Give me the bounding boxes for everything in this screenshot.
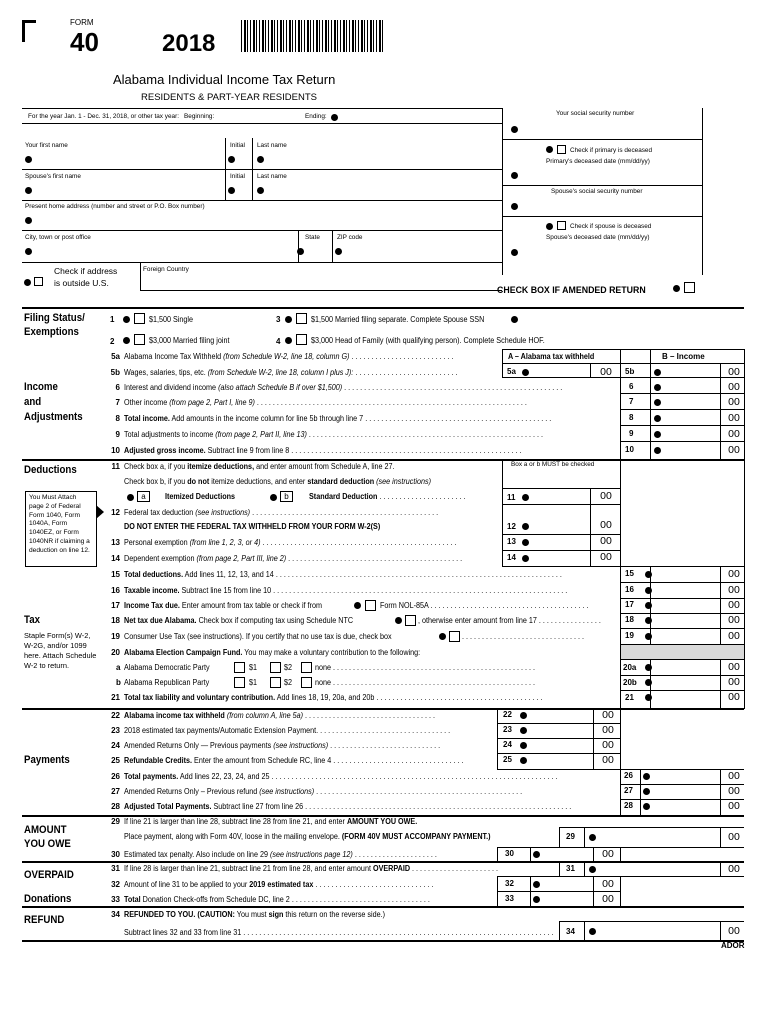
deductions-heading: Deductions [24, 464, 77, 476]
col-23-cents: 00 [602, 724, 614, 736]
column-b-header: B – Income [662, 352, 705, 361]
line-13-num: 13 [111, 538, 120, 547]
col-25-cents: 00 [602, 754, 614, 766]
line-31-cents: 00 [728, 863, 740, 875]
line-19-leader: . . . . . . . . . . . . . . . . . . . . . . . . . . . . . . . [462, 632, 585, 641]
col-30-field[interactable] [533, 851, 540, 858]
line-11-box-note: Box a or b MUST be checked [511, 461, 595, 468]
line-16-label: Taxable income. Subtract line 15 from line 10 . . . . . . . . . . . . . . . . . . . . . . . . . . . . . . . . . . . . . . . . . . . . . . . . . . . . . . . . . . . . . . . . . . . . . . . . . . [124, 586, 568, 595]
dem-2-checkbox[interactable] [270, 662, 281, 673]
dem-2-label: $2 [284, 663, 293, 672]
initial-label: Initial [230, 142, 245, 149]
line-20-num: 20 [111, 648, 120, 657]
col-b-27-field[interactable] [643, 788, 650, 795]
line-17-num: 17 [111, 601, 120, 610]
ntc-dot [395, 617, 402, 624]
col-b-20b-field[interactable] [645, 679, 652, 686]
line-21-num: 21 [111, 693, 120, 702]
col-b-8-cents: 00 [728, 412, 740, 424]
zip-label: ZIP code [337, 234, 363, 241]
col-b-20a-cents: 00 [728, 661, 740, 673]
deceased-primary-checkbox[interactable] [557, 145, 566, 154]
col-b-8-field[interactable] [654, 415, 661, 422]
col-b-20a-num: 20a [623, 663, 637, 672]
filing-opt2-checkbox[interactable] [134, 334, 145, 345]
spouse-ssn-label: Spouse's social security number [551, 188, 643, 195]
line-31-label: If line 28 is larger than line 21, subtract line 21 from line 28, and enter amount OVERPAID . . . . . . . . . . . . . . . . . . . . . . [124, 864, 499, 873]
line-33-label: Total Donation Check-offs from Schedule DC, line 2 . . . . . . . . . . . . . . . . . . . . . . . . . . . . . . . . . . . [124, 895, 430, 904]
ending-label: Ending: [305, 113, 327, 120]
and-heading: and [24, 396, 42, 408]
donations-heading: Donations [24, 893, 72, 905]
filing-opt1-num: 1 [110, 315, 115, 324]
first-name-field[interactable] [25, 156, 32, 163]
filing-opt3-dot [285, 316, 292, 323]
col-b-27-num: 27 [624, 786, 633, 795]
address-check-label-1: Check if address [54, 266, 118, 276]
col-a-11-field[interactable] [522, 494, 529, 501]
filing-opt4-num: 4 [276, 337, 281, 346]
filing-status-heading: Filing Status/ [24, 312, 85, 324]
col-a-5a-field[interactable] [522, 369, 529, 376]
col-22-num: 22 [503, 710, 512, 719]
line-31-num: 31 [111, 864, 120, 873]
line-29-num: 29 [111, 817, 120, 826]
amended-dot [673, 285, 680, 292]
rep-1-checkbox[interactable] [234, 677, 245, 688]
ssn-field[interactable] [511, 126, 518, 133]
amended-label: CHECK BOX IF AMENDED RETURN [497, 285, 646, 295]
line-6-num: 6 [115, 383, 120, 392]
tax-heading: Tax [24, 614, 40, 626]
col-b-18-field[interactable] [645, 617, 652, 624]
amended-checkbox[interactable] [684, 282, 695, 293]
col-b-7-field[interactable] [654, 399, 661, 406]
filing-opt1-dot [123, 316, 130, 323]
address-field[interactable] [25, 217, 32, 224]
spouse-last-field[interactable] [257, 187, 264, 194]
foreign-country-label: Foreign Country [143, 266, 189, 273]
line-22-label: Alabama income tax withheld (from column A, line 5a) . . . . . . . . . . . . . . . . . . . . . . . . . . . . . . . . . [124, 711, 436, 720]
staple-note-2: W-2G, and/or 1099 [24, 641, 87, 650]
line-29-label: If line 21 is larger than line 28, subtract line 28 from line 21, and enter AMOUNT YOU OWE. [124, 817, 418, 826]
filing-opt4-label: $3,000 Head of Family (with qualifying person). Complete Schedule HOF. [311, 336, 545, 345]
line-20a-letter: a [116, 663, 121, 672]
col-b-18-cents: 00 [728, 614, 740, 626]
staple-note-4: W-2 to return. [24, 661, 70, 670]
form-label: FORM [70, 18, 94, 27]
col-30-cents: 00 [602, 848, 614, 860]
line-16-num: 16 [111, 586, 120, 595]
col-a-11-num: 11 [507, 493, 516, 502]
col-b-28-cents: 00 [728, 800, 740, 812]
line-30-num: 30 [111, 850, 120, 859]
line-26-label: Total payments. Add lines 22, 23, 24, and 25 . . . . . . . . . . . . . . . . . . . . . . . . . . . . . . . . . . . . . . . . . . . . . . . . . . . . . . . . . . . . . . . . . . . . . . . . [124, 772, 558, 781]
line-20-label: Alabama Election Campaign Fund. You may make a voluntary contribution to the following: [124, 648, 421, 657]
line-9-num: 9 [115, 430, 120, 439]
income-heading: Income [24, 381, 58, 393]
col-b-16-cents: 00 [728, 584, 740, 596]
line-28-label: Adjusted Total Payments. Subtract line 27 from line 26 . . . . . . . . . . . . . . . . . . . . . . . . . . . . . . . . . . . . . . . . . . . . . . . . . . . . . . . . . . . . . . . . . . . [124, 802, 572, 811]
spouse-ssn-field[interactable] [511, 203, 518, 210]
line-29-cents: 00 [728, 831, 740, 843]
col-b-21-field[interactable] [645, 694, 652, 701]
line-23-num: 23 [111, 726, 120, 735]
col-b-26-cents: 00 [728, 770, 740, 782]
col-b-26-num: 26 [624, 771, 633, 780]
col-b-20b-num: 20b [623, 678, 637, 687]
line-12-label: Federal tax deduction (see instructions) . . . . . . . . . . . . . . . . . . . . . . . . . . . . . . . . . . . . . . . . . . . . . . . [124, 508, 439, 517]
col-a-14-num: 14 [507, 553, 516, 562]
line-7-num: 7 [115, 398, 120, 407]
col-b-6-num: 6 [629, 382, 634, 391]
line-30-label: Estimated tax penalty. Also include on line 29 (see instructions page 12) . . . . . . . . . . . . . . . . . . . . . [124, 850, 437, 859]
first-name-label: Your first name [25, 142, 68, 149]
line-26-num: 26 [111, 772, 120, 781]
col-b-18-num: 18 [625, 615, 634, 624]
dem-none-label: none . . . . . . . . . . . . . . . . . . . . . . . . . . . . . . . . . . . . . . . . . . . . . . . . . . . [315, 663, 536, 672]
line-13-label: Personal exemption (from line 1, 2, 3, or 4) . . . . . . . . . . . . . . . . . . . . . . . . . . . . . . . . . . . . . . . . . . . . . . . . . [124, 538, 457, 547]
spouse-deceased-date-label: Spouse's deceased date (mm/dd/yy) [546, 234, 650, 241]
col-a-12-field[interactable] [522, 523, 529, 530]
line-18-num: 18 [111, 616, 120, 625]
col-b-19-field[interactable] [645, 633, 652, 640]
col-a-5a-num: 5a [507, 367, 516, 376]
col-24-cents: 00 [602, 739, 614, 751]
overpaid-heading: OVERPAID [24, 869, 74, 881]
line-29-payment: Place payment, along with Form 40V, loose in the mailing envelope. (FORM 40V MUST ACCOMPANY PAYMENT.) [124, 832, 491, 841]
form-number: 40 [70, 27, 99, 57]
rep-none-label: none . . . . . . . . . . . . . . . . . . . . . . . . . . . . . . . . . . . . . . . . . . . . . . . . . . . [315, 678, 536, 687]
col-b-8-num: 8 [629, 413, 634, 422]
amount-owe-heading-2: YOU OWE [24, 838, 71, 850]
deceased-spouse-checkbox[interactable] [557, 221, 566, 230]
line-34-num: 34 [111, 910, 120, 919]
line-32-num: 32 [111, 880, 120, 889]
line-17-form: Form NOL-85A . . . . . . . . . . . . . . . . . . . . . . . . . . . . . . . . . . . . . . . . [380, 601, 589, 610]
col-22-field[interactable] [520, 712, 527, 719]
primary-deceased-date-field[interactable] [511, 172, 518, 179]
col-33-num: 33 [505, 894, 514, 903]
spouse-deceased-date-field[interactable] [511, 249, 518, 256]
col-b-19-cents: 00 [728, 630, 740, 642]
line-22-num: 22 [111, 711, 120, 720]
last-name-label: Last name [257, 142, 287, 149]
col-b-19-num: 19 [625, 631, 634, 640]
nol-checkbox[interactable] [365, 600, 376, 611]
col-a-13-cents: 00 [600, 535, 612, 547]
address-check-label-2: is outside U.S. [54, 278, 109, 288]
col-a-12-num: 12 [507, 522, 516, 531]
payments-heading: Payments [24, 754, 70, 766]
spouse-last-label: Last name [257, 173, 287, 180]
itemized-label: Itemized Deductions [165, 492, 236, 501]
line-34-label: REFUNDED TO YOU. (CAUTION: You must sign this return on the reverse side.) [124, 910, 386, 919]
nol-dot [354, 602, 361, 609]
col-32-field[interactable] [533, 881, 540, 888]
col-b-17-cents: 00 [728, 599, 740, 611]
line-14-label: Dependent exemption (from page 2, Part III, line 2) . . . . . . . . . . . . . . . . . . . . . . . . . . . . . . . . . . . . . . . . . . . . [124, 554, 463, 563]
filing-opt3-label: $1,500 Married filing separate. Complete Spouse SSN [311, 315, 485, 324]
exemptions-heading: Exemptions [24, 326, 79, 338]
line-34-box-num: 34 [566, 927, 575, 936]
col-b-20b-cents: 00 [728, 676, 740, 688]
form-subtitle: RESIDENTS & PART-YEAR RESIDENTS [141, 92, 317, 103]
dem-1-checkbox[interactable] [234, 662, 245, 673]
col-b-7-cents: 00 [728, 396, 740, 408]
deceased-primary-dot [546, 146, 553, 153]
rep-2-label: $2 [284, 678, 293, 687]
deceased-spouse-label: Check if spouse is deceased [570, 223, 652, 230]
col-b-26-field[interactable] [643, 773, 650, 780]
line-34-field[interactable] [589, 928, 596, 935]
address-outside-checkbox[interactable] [34, 277, 43, 286]
dem-none-checkbox[interactable] [301, 662, 312, 673]
col-33-field[interactable] [533, 896, 540, 903]
filing-opt1-label: $1,500 Single [149, 315, 194, 324]
col-a-13-field[interactable] [522, 539, 529, 546]
col-b-21-num: 21 [625, 693, 634, 702]
footer-code: ADOR [721, 941, 745, 950]
filing-opt2-dot [123, 337, 130, 344]
deceased-spouse-dot [546, 223, 553, 230]
standard-label: Standard Deduction . . . . . . . . . . . . . . . . . . . . . . [309, 492, 466, 501]
line-25-num: 25 [111, 756, 120, 765]
line-12-warning: DO NOT ENTER THE FEDERAL TAX WITHHELD FROM YOUR FORM W-2(S) [124, 522, 381, 531]
itemized-dot [127, 494, 134, 501]
line-9-label: Total adjustments to income (from page 2, Part II, line 13) . . . . . . . . . . . . . . . . . . . . . . . . . . . . . . . . . . . . . . . . . . . . . . . . . . . . . . . . . . . [124, 430, 543, 439]
col-b-20a-field[interactable] [645, 664, 652, 671]
line-27-num: 27 [111, 787, 120, 796]
col-30-num: 30 [505, 849, 514, 858]
filing-opt4-checkbox[interactable] [296, 334, 307, 345]
spouse-first-field[interactable] [25, 187, 32, 194]
last-name-field[interactable] [257, 156, 264, 163]
col-32-cents: 00 [602, 878, 614, 890]
col-b-27-cents: 00 [728, 785, 740, 797]
line-24-num: 24 [111, 741, 120, 750]
col-a-12-cents: 00 [600, 519, 612, 531]
tax-year-text: For the year Jan. 1 - Dec. 31, 2018, or other tax year: [28, 113, 179, 120]
filing-opt4-dot [285, 337, 292, 344]
col-a-13-num: 13 [507, 537, 516, 546]
line-10-num: 10 [111, 446, 120, 455]
filing-opt3-checkbox[interactable] [296, 313, 307, 324]
line-19-label: Consumer Use Tax (see instructions). If you certify that no use tax is due, check box [124, 632, 392, 641]
rep-none-checkbox[interactable] [301, 677, 312, 688]
column-a-header: A – Alabama tax withheld [508, 352, 595, 361]
col-23-num: 23 [503, 725, 512, 734]
initial-field[interactable] [228, 156, 235, 163]
col-b-28-field[interactable] [643, 803, 650, 810]
col-b-9-field[interactable] [654, 431, 661, 438]
col-a-5a-cents: 00 [600, 366, 612, 378]
col-33-cents: 00 [602, 893, 614, 905]
spouse-initial-label: Initial [230, 173, 245, 180]
line-31-box-num: 31 [566, 864, 575, 873]
col-b-5b-cents: 00 [728, 366, 740, 378]
line-28-num: 28 [111, 802, 120, 811]
ntc-checkbox[interactable] [405, 615, 416, 626]
col-a-14-field[interactable] [522, 555, 529, 562]
line-5b-label: Wages, salaries, tips, etc. (from Schedule W-2, line 18, column I plus J): . . . . . . . . . . . . . . . . . . . . . . . . . . [124, 368, 458, 377]
col-23-field[interactable] [520, 727, 527, 734]
line-5b-num: 5b [110, 368, 120, 377]
line-11-num: 11 [111, 462, 120, 471]
standard-dot [270, 494, 277, 501]
deceased-primary-label: Check if primary is deceased [570, 147, 653, 154]
line-12-num: 12 [111, 508, 120, 517]
col-b-15-field[interactable] [645, 571, 652, 578]
spouse-initial-field[interactable] [228, 187, 235, 194]
col-a-14-cents: 00 [600, 551, 612, 563]
refund-heading: REFUND [24, 914, 65, 926]
col-b-10-cents: 00 [728, 444, 740, 456]
beginning-label: Beginning: [184, 113, 215, 120]
line-27-label: Amended Returns Only – Previous refund (see instructions) . . . . . . . . . . . . . . . . . . . . . . . . . . . . . . . . . . . . . . . . . . . . . . . . . . . . [124, 787, 523, 796]
filing-opt1-checkbox[interactable] [134, 313, 145, 324]
state-field[interactable] [297, 248, 304, 255]
col-24-field[interactable] [520, 742, 527, 749]
line-6-label: Interest and dividend income (also attach Schedule B if over $1,500) . . . . . . . . . . . . . . . . . . . . . . . . . . . . . . . . . . . . . . . . . . . . . . . . . . . . . . . [124, 383, 563, 392]
line-20b-letter: b [116, 678, 121, 687]
rep-2-checkbox[interactable] [270, 677, 281, 688]
primary-deceased-date-label: Primary's deceased date (mm/dd/yy) [546, 158, 650, 165]
line-17-label: Income Tax due. Enter amount from tax table or check if from [124, 601, 322, 610]
line-34-cents: 00 [728, 925, 740, 937]
use-tax-checkbox[interactable] [449, 631, 460, 642]
barcode [241, 20, 383, 52]
col-b-15-num: 15 [625, 569, 634, 578]
line-15-label: Total deductions. Add lines 11, 12, 13, and 14 . . . . . . . . . . . . . . . . . . . . . . . . . . . . . . . . . . . . . . . . . . . . . . . . . . . . . . . . . . . . . . . . . . . . . . . . [124, 570, 562, 579]
staple-note-1: Staple Form(s) W-2, [24, 631, 91, 640]
col-b-7-num: 7 [629, 397, 634, 406]
arrow-icon [96, 505, 104, 519]
col-b-5b-field[interactable] [654, 369, 661, 376]
line-19-num: 19 [111, 632, 120, 641]
line-23-label: 2018 estimated tax payments/Automatic Extension Payment. . . . . . . . . . . . . . . . . . . . . . . . . . . . . . . . . . [124, 726, 451, 735]
tax-year: 2018 [162, 30, 216, 57]
line-25-label: Refundable Credits. Enter the amount from Schedule RC, line 4 . . . . . . . . . . . . . . . . . . . . . . . . . . . . . . . . . [124, 756, 464, 765]
col-b-10-num: 10 [625, 445, 634, 454]
ssn-label: Your social security number [556, 110, 635, 117]
itemized-checkbox[interactable]: a [137, 491, 150, 502]
line-14-num: 14 [111, 554, 120, 563]
zip-field[interactable] [335, 248, 342, 255]
line-21-label: Total tax liability and voluntary contribution. Add lines 18, 19, 20a, and 20b . . . . . . . . . . . . . . . . . . . . . . . . . . . . . . . . . . . . . . . . . . [124, 693, 543, 702]
amount-owe-heading-1: AMOUNT [24, 824, 67, 836]
line-29-field[interactable] [589, 834, 596, 841]
col-a-11-cents: 00 [600, 490, 612, 502]
use-tax-dot [439, 633, 446, 640]
line-15-num: 15 [111, 570, 120, 579]
col-22-cents: 00 [602, 709, 614, 721]
shaded-20 [621, 645, 744, 659]
line-32-label: Amount of line 31 to be applied to your 2019 estimated tax . . . . . . . . . . . . . . . . . . . . . . . . . . . . . . [124, 880, 434, 889]
city-label: City, town or post office [25, 234, 91, 241]
line-24-label: Amended Returns Only — Previous payments (see instructions) . . . . . . . . . . . . . . . . . . . . . . . . . . . . [124, 741, 441, 750]
attach-note: You Must Attach page 2 of Federal Form 1040, Form 1040A, Form 1040EZ, or Form 1040NR if claiming a deduction on line 12. [25, 491, 97, 567]
col-b-5b-num: 5b [625, 367, 635, 376]
line-34-subtract: Subtract lines 32 and 33 from line 31 . . . . . . . . . . . . . . . . . . . . . . . . . . . . . . . . . . . . . . . . . . . . . . . . . . . . . . . . . . . . . . . . . . . . . . . . . . . . . . [124, 928, 554, 937]
state-label: State [305, 234, 320, 241]
line-11-check-b: Check box b, if you do not itemize deductions, and enter standard deduction (see instructions) [124, 477, 431, 486]
line-20b-label: Alabama Republican Party [124, 678, 210, 687]
line-18-otherwise: , otherwise enter amount from line 17 . . . . . . . . . . . . . . . . [418, 616, 601, 625]
line-10-label: Adjusted gross income. Subtract line 9 from line 8 . . . . . . . . . . . . . . . . . . . . . . . . . . . . . . . . . . . . . . . . . . . . . . . . . . . . . . . . . . [124, 446, 522, 455]
col-b-10-field[interactable] [654, 447, 661, 454]
line-8-num: 8 [115, 414, 120, 423]
col-b-9-num: 9 [629, 429, 634, 438]
col-b-28-num: 28 [624, 801, 633, 810]
ending-field[interactable] [331, 114, 338, 121]
spouse-first-label: Spouse's first name [25, 173, 81, 180]
col-b-6-cents: 00 [728, 381, 740, 393]
col-24-num: 24 [503, 740, 512, 749]
line-7-label: Other income (from page 2, Part I, line 9) . . . . . . . . . . . . . . . . . . . . . . . . . . . . . . . . . . . . . . . . . . . . . . . . . . . . . . . . . . . . . . . . . . . . [124, 398, 527, 407]
line-11-label: Check box a, if you itemize deductions, and enter amount from Schedule A, line 27. [124, 462, 395, 471]
staple-note-3: here. Attach Schedule [24, 651, 97, 660]
spouse-ssn-dot[interactable] [511, 316, 518, 323]
col-b-17-field[interactable] [645, 602, 652, 609]
col-b-6-field[interactable] [654, 384, 661, 391]
col-25-num: 25 [503, 755, 512, 764]
address-outside-dot [24, 279, 31, 286]
line-31-field[interactable] [589, 866, 596, 873]
corner-mark [22, 20, 36, 42]
adjustments-heading: Adjustments [24, 411, 83, 423]
line-8-label: Total income. Add amounts in the income column for line 5b through line 7 . . . . . . . . . . . . . . . . . . . . . . . . . . . . . . . . . . . . . . . . . . . . . . . [124, 414, 552, 423]
form-title: Alabama Individual Income Tax Return [113, 72, 336, 87]
col-25-field[interactable] [520, 757, 527, 764]
filing-opt2-label: $3,000 Married filing joint [149, 336, 230, 345]
line-5a-label: Alabama Income Tax Withheld (from Schedule W-2, line 18, column G) . . . . . . . . . . . . . . . . . . . . . . . . . . [124, 352, 454, 361]
col-b-9-cents: 00 [728, 428, 740, 440]
line-5a-num: 5a [111, 352, 120, 361]
rep-1-label: $1 [249, 678, 258, 687]
standard-checkbox[interactable]: b [280, 491, 293, 502]
dem-1-label: $1 [249, 663, 258, 672]
city-field[interactable] [25, 248, 32, 255]
col-b-15-cents: 00 [728, 568, 740, 580]
col-b-17-num: 17 [625, 600, 634, 609]
col-b-16-field[interactable] [645, 587, 652, 594]
col-b-16-num: 16 [625, 585, 634, 594]
col-32-num: 32 [505, 879, 514, 888]
line-29-box-num: 29 [566, 832, 575, 841]
line-18-label: Net tax due Alabama. Check box if computing tax using Schedule NTC [124, 616, 354, 625]
line-20a-label: Alabama Democratic Party [124, 663, 210, 672]
filing-opt2-num: 2 [110, 337, 115, 346]
filing-opt3-num: 3 [276, 315, 281, 324]
col-b-21-cents: 00 [728, 691, 740, 703]
line-33-num: 33 [111, 895, 120, 904]
address-label: Present home address (number and street or P.O. Box number) [25, 203, 205, 210]
